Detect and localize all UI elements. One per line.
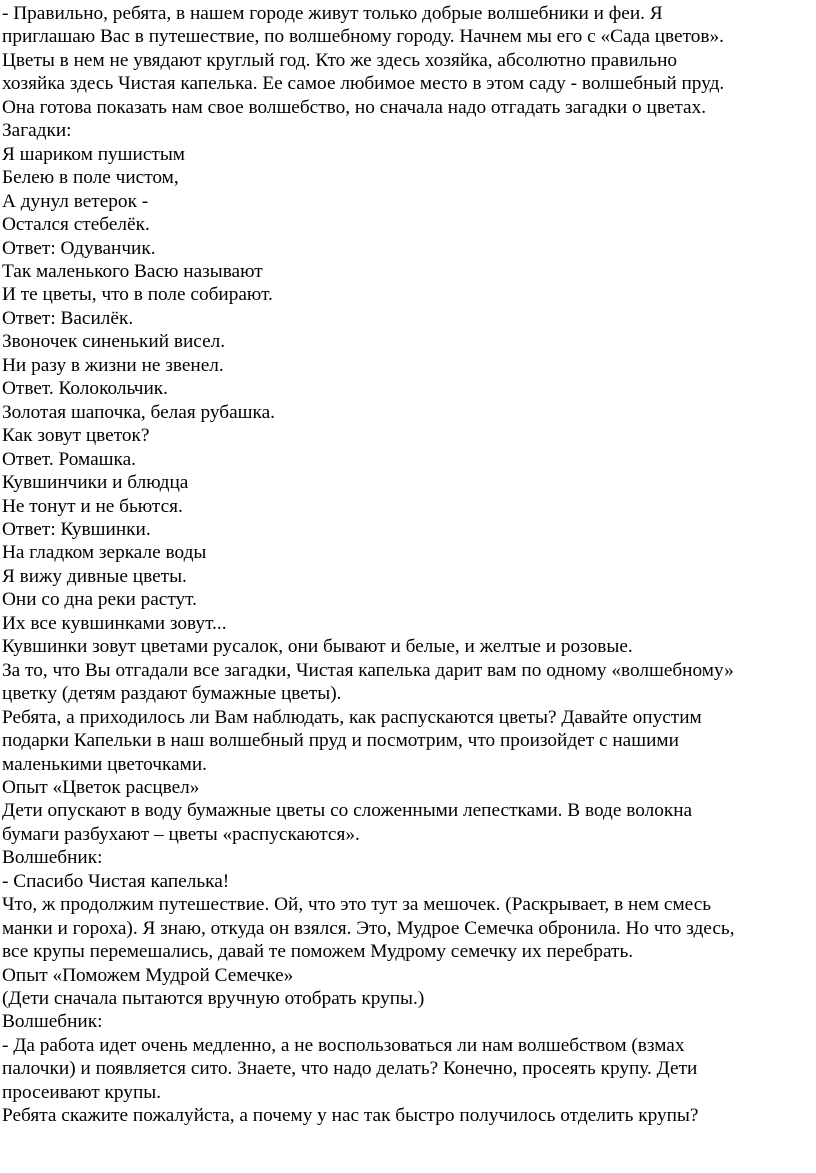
text-line: Загадки:	[2, 120, 72, 142]
text-paragraph	[2, 1104, 814, 1127]
text-line: Она готова показать нам свое волшебство, но сначала надо отгадать загадки о цветах.	[2, 96, 707, 118]
text-line: - Спасибо Чистая капелька!	[2, 870, 230, 892]
text-line: Золотая шапочка, белая рубашка.	[2, 401, 275, 423]
text-paragraph	[2, 635, 814, 658]
text-paragraph	[2, 799, 814, 846]
text-paragraph	[2, 448, 814, 471]
text-paragraph	[2, 588, 814, 611]
text-line: - Да работа идет очень медленно, а не воспользоваться ли нам волшебством (взмах	[2, 1034, 685, 1056]
text-paragraph	[2, 893, 814, 963]
text-line: Кувшинчики и блюдца	[2, 472, 189, 494]
text-line: Волшебник:	[2, 847, 103, 869]
text-paragraph	[2, 518, 814, 541]
text-line: Ответ: Василёк.	[2, 307, 134, 329]
text-line: Ответ: Одуванчик.	[2, 237, 156, 259]
text-paragraph	[2, 612, 814, 635]
text-line: Цветы в нем не увядают круглый год. Кто же здесь хозяйка, абсолютно правильно	[2, 49, 678, 71]
text-paragraph	[2, 190, 814, 213]
text-line: Опыт «Цветок расцвел»	[2, 776, 200, 798]
text-paragraph	[2, 213, 814, 236]
text-line: И те цветы, что в поле собирают.	[2, 284, 273, 306]
text-paragraph	[2, 987, 814, 1010]
text-line: Звоночек синенький висел.	[2, 331, 226, 353]
text-paragraph	[2, 706, 814, 776]
text-paragraph	[2, 119, 814, 142]
text-line: палочки) и появляется сито. Знаете, что надо делать? Конечно, просеять крупу. Дети	[2, 1058, 698, 1080]
text-line: Так маленького Васю называют	[2, 260, 263, 282]
text-line: Я шариком пушистым	[2, 143, 185, 165]
text-paragraph	[2, 143, 814, 166]
text-line: Белею в поле чистом,	[2, 167, 179, 189]
text-line: Ни разу в жизни не звенел.	[2, 354, 224, 376]
text-line: приглашаю Вас в путешествие, по волшебному городу. Начнем мы его с «Сада цветов».	[2, 26, 724, 48]
text-paragraph	[2, 541, 814, 564]
text-line: Кувшинки зовут цветами русалок, они бывают и белые, и желтые и розовые.	[2, 636, 633, 658]
text-line: манки и гороха). Я знаю, откуда он взялся. Это, Мудрое Семечка обронила. Но что здесь,	[2, 917, 735, 939]
text-paragraph	[2, 283, 814, 306]
text-paragraph	[2, 2, 814, 119]
text-line: подарки Капельки в наш волшебный пруд и посмотрим, что произойдет с нашими	[2, 730, 679, 752]
text-line: Волшебник:	[2, 1011, 103, 1033]
text-paragraph	[2, 1034, 814, 1104]
text-paragraph	[2, 659, 814, 706]
text-line: А дунул ветерок -	[2, 190, 149, 212]
text-line: Я вижу дивные цветы.	[2, 565, 187, 587]
text-paragraph	[2, 237, 814, 260]
text-line: Не тонут и не бьются.	[2, 495, 183, 517]
text-paragraph	[2, 964, 814, 987]
text-line: Дети опускают в воду бумажные цветы со сложенными лепестками. В воде волокна	[2, 800, 693, 822]
text-line: Они со дна реки растут.	[2, 589, 197, 611]
text-line: Что, ж продолжим путешествие. Ой, что это тут за мешочек. (Раскрывает, в нем смесь	[2, 894, 712, 916]
text-line: цветку (детям раздают бумажные цветы).	[2, 683, 342, 705]
document-text	[2, 2, 814, 1128]
text-line: Ответ: Кувшинки.	[2, 518, 151, 540]
text-line: Ответ. Колокольчик.	[2, 378, 168, 400]
text-paragraph	[2, 166, 814, 189]
text-paragraph	[2, 354, 814, 377]
text-paragraph	[2, 565, 814, 588]
text-paragraph	[2, 846, 814, 869]
text-line: - Правильно, ребята, в нашем городе живут только добрые волшебники и феи. Я	[2, 3, 663, 24]
text-paragraph	[2, 495, 814, 518]
text-line: просеивают крупы.	[2, 1081, 162, 1103]
text-paragraph	[2, 424, 814, 447]
text-line: Ребята скажите пожалуйста, а почему у нас так быстро получилось отделить крупы?	[2, 1105, 699, 1127]
text-line: Остался стебелёк.	[2, 214, 150, 236]
text-line: (Дети сначала пытаются вручную отобрать крупы.)	[2, 988, 425, 1010]
text-line: бумаги разбухают – цветы «распускаются».	[2, 823, 360, 845]
text-paragraph	[2, 870, 814, 893]
text-line: Ответ. Ромашка.	[2, 448, 136, 470]
text-line: Ребята, а приходилось ли Вам наблюдать, как распускаются цветы? Давайте опустим	[2, 706, 702, 728]
text-paragraph	[2, 401, 814, 424]
text-paragraph	[2, 471, 814, 494]
text-line: маленькими цветочками.	[2, 753, 207, 775]
text-line: За то, что Вы отгадали все загадки, Чистая капелька дарит вам по одному «волшебному»	[2, 659, 734, 681]
text-paragraph	[2, 776, 814, 799]
text-line: На гладком зеркале воды	[2, 542, 207, 564]
text-line: Опыт «Поможем Мудрой Семечке»	[2, 964, 294, 986]
text-line: все крупы перемешались, давай те поможем Мудрому семечку их перебрать.	[2, 941, 634, 963]
text-line: хозяйка здесь Чистая капелька. Ее самое любимое место в этом саду - волшебный пруд.	[2, 73, 725, 95]
text-paragraph	[2, 260, 814, 283]
text-paragraph	[2, 307, 814, 330]
text-paragraph	[2, 377, 814, 400]
text-paragraph	[2, 1010, 814, 1033]
text-paragraph	[2, 330, 814, 353]
text-line: Как зовут цветок?	[2, 425, 150, 447]
text-line: Их все кувшинками зовут...	[2, 612, 227, 634]
